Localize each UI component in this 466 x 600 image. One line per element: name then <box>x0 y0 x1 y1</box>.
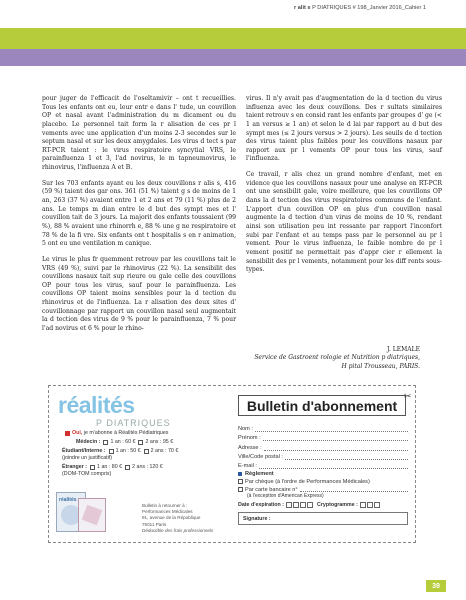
card-number-input[interactable] <box>300 487 408 492</box>
etranger-label: Étranger : <box>62 464 88 470</box>
email-input[interactable] <box>259 463 408 469</box>
address-line: Bulletin à retourner à : <box>142 503 188 508</box>
email-field[interactable] <box>238 460 408 469</box>
card-checkbox[interactable] <box>238 487 243 492</box>
adresse-field[interactable] <box>238 441 408 450</box>
header-band-violet <box>0 49 466 66</box>
reglement-heading <box>238 471 408 477</box>
subscription-options <box>62 430 224 480</box>
scissors-icon: ✂ <box>404 392 412 402</box>
reglement-label: Règlement <box>245 470 274 477</box>
etudiant-row <box>62 448 224 454</box>
ville-label: Ville/Code postal : <box>238 453 283 460</box>
etudiant-2ans-checkbox[interactable] <box>144 449 149 454</box>
coupon-brand-logo: réalités <box>58 392 135 418</box>
paragraph: Le virus le plus fr quemment retrouv par les couvillons tait le VRS (49 %), suivi par le rhinovirus (22 %). La sensibilit des couvillons nasaux tait sup rieure ou gale celle des couvillons OP pour tous les virus, sauf pour le parainfluenza. Les couvillons OP taient moins sensibles pour la d tection du rhinovirus et de l'influenza. La r alisation des deux sites d' couvillonnage par rapport un couvillon nasal seul augmentait la d tection des virus de 9 % pour le parainfluenza, 7 % pour l'ad novirus et 6 % pour le rhino- <box>42 255 236 333</box>
crypto-input[interactable] <box>360 502 381 508</box>
adresse-label: Adresse : <box>238 444 262 451</box>
subscribe-row <box>62 430 224 436</box>
address-line: 91, avenue de la République <box>142 515 201 521</box>
author-signature <box>220 346 420 371</box>
nom-input[interactable] <box>255 426 408 432</box>
header-brand: r alit s <box>294 5 311 11</box>
etranger-note: (DOM-TOM compris) <box>62 471 112 477</box>
header-issue: P DIATRIQUES # 198_Janvier 2016_Cahier 1 <box>312 5 426 11</box>
medecin-row <box>62 439 224 445</box>
author-affiliation: Service de Gastroent rologie et Nutrition p diatriques, <box>254 354 420 362</box>
etudiant-note: (joindre un justificatif) <box>62 455 113 461</box>
etranger-2ans-label: 2 ans : 120 € <box>132 464 163 470</box>
page-number: 39 <box>426 580 446 592</box>
email-label: E-mail : <box>238 462 257 469</box>
signature-label: Signature : <box>243 515 271 522</box>
author-name: J. LEMALE <box>387 346 420 353</box>
paragraph: pour juger de l'efficacit de l'oseltamivir – ont t recueillies. Tous les enfants ont eu, leur entr e dans l' tude, un couvillon OP et nasal avant l'administration du m dicament ou du placebo. Le personnel tait form la r alisation de ces pr l vements avec une application d'un moins 2-3 secondes sur le septum nasal et sur les deux amygdales. Les virus d tect s par RT-PCR taient : le virus respiratoire syncytial VRS, le parainfluenza 1 et 3, l'ad novirus, le m tapneumovirus, le rhinovirus, l'influenza A et B. <box>42 95 236 172</box>
author-affiliation: H pital Trousseau, PARIS. <box>341 362 420 370</box>
cheque-label: Par chèque <box>245 478 274 485</box>
prenom-field[interactable] <box>238 432 408 441</box>
address-line: Déductible des frais professionnels <box>142 527 214 533</box>
medecin-2ans-label: 2 ans : 95 € <box>145 439 174 445</box>
pay-cheque-row <box>238 479 408 485</box>
expiration-label: Date d'expiration : <box>238 501 284 508</box>
article-column-left <box>42 95 236 341</box>
oui-label: Oui, <box>72 430 83 436</box>
expiration-row <box>238 502 408 508</box>
medecin-2ans-checkbox[interactable] <box>138 440 143 445</box>
cheque-note: (à l'ordre de Performances Médicales) <box>275 478 370 485</box>
article-column-right <box>246 95 442 282</box>
card-note: (à l'exception d'American Express) <box>247 492 324 499</box>
etudiant-label: Étudiant/Interne : <box>62 448 106 454</box>
ville-input[interactable] <box>285 454 408 460</box>
signature-box[interactable] <box>238 512 408 525</box>
cheque-checkbox[interactable] <box>238 479 243 484</box>
medecin-1an-checkbox[interactable] <box>103 440 108 445</box>
expiration-input[interactable] <box>286 502 314 508</box>
magazine-cover <box>78 498 106 532</box>
return-address <box>142 503 228 534</box>
adresse-input[interactable] <box>264 445 408 451</box>
ville-field[interactable] <box>238 451 408 460</box>
subscribe-text: je m'abonne à Réalités Pédiatriques <box>83 430 169 436</box>
paragraph: Ce travail, r alis chez un grand nombre d'enfant, met en vidence que les couvillons nasaux pour une analyse en RT-PCR ont une sensibilit gale, voire meilleure, que les couvillons OP dans la d tection des virus respiratoires communs de l'enfant. L'apport d'un couvillon OP en plus d'un couvillon nasal augmente la d tection d'un virus de moins de 10 %, rendant ainsi son utilisation peu int ressante par rapport l'inconfort subi par l'enfant et au temps pass par le personnel au pr l vement. Pour le virus influenza, le faible nombre de pr l vement positif ne permettait pas d'appr cier r ellement la sensibilit des pr l vements, notamment pour les diff rents sous-types. <box>246 171 442 274</box>
coupon-brand-subtitle: P DIATRIQUES <box>96 418 171 428</box>
etranger-1an-label: 1 an : 80 € <box>97 464 123 470</box>
etudiant-1an-label: 1 an : 50 € <box>115 448 141 454</box>
medecin-1an-label: 1 an : 60 € <box>110 439 136 445</box>
paragraph: virus. Il n'y avait pas d'augmentation de la d tection du virus influenza avec les deux couvillons. Des r sultats similaires taient retrouv s en consid rant les enfants par groupes d' ge (< 1 an versus ≥ 1 an) et selon le d lai par rapport au d but des sympt mes (≤ 2 jours versus > 2 jours). Les seuils de d tection des virus taient plus faibles pour les couvillons nasaux par rapport aux pr l vements OP pour tous les virus, sauf l'influenza. <box>246 95 442 163</box>
address-line: Performances Médicales <box>142 509 193 515</box>
magazine-covers-image <box>56 490 112 534</box>
magazine-cover-title: réalités <box>59 497 77 503</box>
nom-label: Nom : <box>238 426 253 433</box>
etudiant-2ans-label: 2 ans : 70 € <box>150 448 179 454</box>
bulletin-title: Bulletin d'abonnement <box>238 395 406 416</box>
medecin-label: Médecin : <box>76 439 101 445</box>
crypto-label: Cryptogramme : <box>317 501 358 508</box>
paragraph: Sur les 703 enfants ayant eu les deux couvillons r alis s, 416 (59 %) taient des gar ons. 361 (51 %) taient g s de moins de 1 an, 263 (37 %) avaient entre 1 et 2 ans et 79 (11 %) plus de 2 ans. Le temps m dian entre le d but des sympt mes et l' couvillon tait de 3 jours. La majorit des enfants toussaient (99 %), 88 % avaient une rhinorrh e, 88 % une g ne respiratoire et 78 % de la fi vre. Six enfants ont t hospitalis s en r animation, 5 ont eu une ventilation m canique. <box>42 179 236 248</box>
nom-field[interactable] <box>238 423 408 432</box>
address-line: 75011 Paris <box>142 521 167 527</box>
etranger-row <box>62 464 224 470</box>
bullet-square-icon <box>238 472 242 476</box>
running-header <box>294 5 426 11</box>
etranger-1an-checkbox[interactable] <box>90 465 95 470</box>
card-label: Par carte bancaire n° <box>245 486 298 493</box>
oui-checkbox[interactable] <box>65 431 70 436</box>
etudiant-1an-checkbox[interactable] <box>109 449 114 454</box>
etranger-2ans-checkbox[interactable] <box>125 465 130 470</box>
prenom-input[interactable] <box>263 435 408 441</box>
prenom-label: Prénom : <box>238 435 261 442</box>
subscription-form <box>238 423 408 525</box>
